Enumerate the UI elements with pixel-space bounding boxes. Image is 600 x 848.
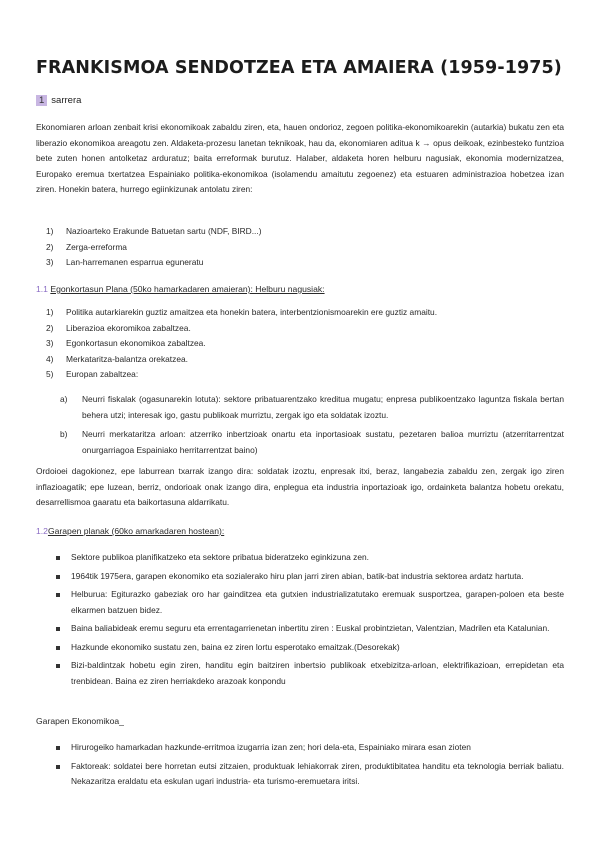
goals-sub-list [60,392,564,462]
list-item: 5) Europan zabaltzea: [46,369,139,379]
list-item: 1964tik 1975era, garapen ekonomiko eta sozialerako hiru plan jarri ziren abian, batik-bat industria sektorea ardatz hartuta. [56,569,564,585]
list-item: Helburua: Egiturazko gabeziak oro har gainditzea eta gutxien industrializatutako eremuak susportzea, garapen-poloen eta beste elkarmen batzuen bidez. [56,587,564,618]
list-item: 1) Politika autarkiarekin guztiz amaitzea eta honekin batera, interbentzionismoarekin ere guztiz amaitu. [46,307,438,317]
intro-list [46,224,564,271]
list-item: Baina baliabideak eremu seguru eta errentagarrienetan inbertitu ziren : Euskal probintzietan, Valentzian, Madrilen eta Katalunian. [56,621,564,637]
intro-paragraph: Ekonomiaren arloan zenbait krisi ekonomikoak zabaldu ziren, eta, hauen ondorioz, zegoen politika-ekonomikoarekin (autarkia) bukatu zen eta liberazio ekonomikoa areagotu zen. Aldaketa-prozesu lanetan teknikoak, hau da, ekonomiaren aditua k → opus deikoak, ezinbesteko funtzioa bete zuten honen antolketaz arduratuz; baita erreformak burutuz. Halaber, aldaketa horen helburu nagusiak, ekonomia modernizatzea, Europako eremua txertatzea Espainiako politika-ekonomikoa (isolamendu amaitutu zegoenez) eta estuaren administrazioa hobetzea izan ziren. Honekin batera, hurrego egiinkizunak antolatu ziren: [36,122,564,194]
plans-list [56,550,564,692]
page-title: FRANKISMOA SENDOTZEA ETA AMAIERA (1959-1975) [36,58,562,78]
list-item: Hirurogeiko hamarkadan hazkunde-erritmoa izugarria izan zen; hori dela-eta, Espainiako mirara esan zioten [56,740,564,756]
list-item: 3) Lan-harremanen esparrua eguneratu [46,257,204,267]
list-item: Sektore publikoa planifikatzeko eta sektore pribatua bideratzeko eginkizuna zen. [56,550,564,566]
list-item: 4) Merkataritza-balantza orekatzea. [46,353,188,364]
garapen-list [56,740,564,793]
section-label: sarrera [51,95,82,106]
short-term-paragraph: Ordoioei dagokionez, epe laburrean txarrak izango dira: soldatak izoztu, enpresak itxi, beraz, langabezia zabaldu zen, zergak igo ziren inflazioagatik; epe luzean, berriz, ondorioak onak izango dira, enplegua eta industria inportazioak igo, ordainketa balantza hobetu orekatu, desarrellismoa gaaratu eta baikortasuna aldarrikatu. [36,466,564,507]
heading-egonkortasun-plana: 1.1 Egonkortasun Plana (50ko hamarkadaren amaieran): Helburu nagusiak: [36,284,325,294]
goals-list [46,305,564,383]
list-item: 2) Liberazioa ekoromikoa zabaltzea. [46,322,191,333]
section-number: 1 [36,95,47,106]
list-item: 3) Egonkortasun ekonomikoa zabaltzea. [46,338,206,348]
heading-garapen-planak: 1.2Garapen planak (60ko amarkadaren hostean): [36,526,225,536]
section-heading-sarrera [36,95,81,106]
list-item: Faktoreak: soldatei bere horretan eutsi zitzaien, produktuak lehiakorrak ziren, produktibitatea handitu eta teknologia berriak baliatu. Nekazaritza eraldatu eta eskulan ugari industria- eta turismo-eremuetara iritsi. [56,759,564,790]
list-item: b) Neurri merkataritza arloan: atzerriko inbertzioak onartu eta inportasioak sustatu, pezetaren balioa murriztu (atzerritarrentzat onurgarriagoa Espainiako herritarrentzat baino) [60,429,564,455]
garapen-ekonomikoa-label: Garapen Ekonomikoa_ [36,716,124,726]
list-item: 2) Zerga-erreforma [46,241,127,252]
list-item: Bizi-baldintzak hobetu egin ziren, handitu egin baitziren inbertsio publikoak etxebizitza-arloan, elektrifikazioan, errepidetan eta trenbidean. Baina ez ziren herriakdeko arazoak konpondu [56,658,564,689]
list-item: a) Neurri fiskalak (ogasunarekin lotuta): sektore pribatuarentzako kreditua mugatu; enpresa publikoentzako laguntza fiskala bertan behera utzi; interesak igo, gastu publikoak murriztu, zergak igo eta soldatak izoztu. [60,394,564,420]
list-item: 1) Nazioarteko Erakunde Batuetan sartu (NDF, BIRD...) [46,226,262,236]
list-item: Hazkunde ekonomiko sustatu zen, baina ez ziren lortu esperotako emaitzak.(Desorekak) [56,640,564,656]
